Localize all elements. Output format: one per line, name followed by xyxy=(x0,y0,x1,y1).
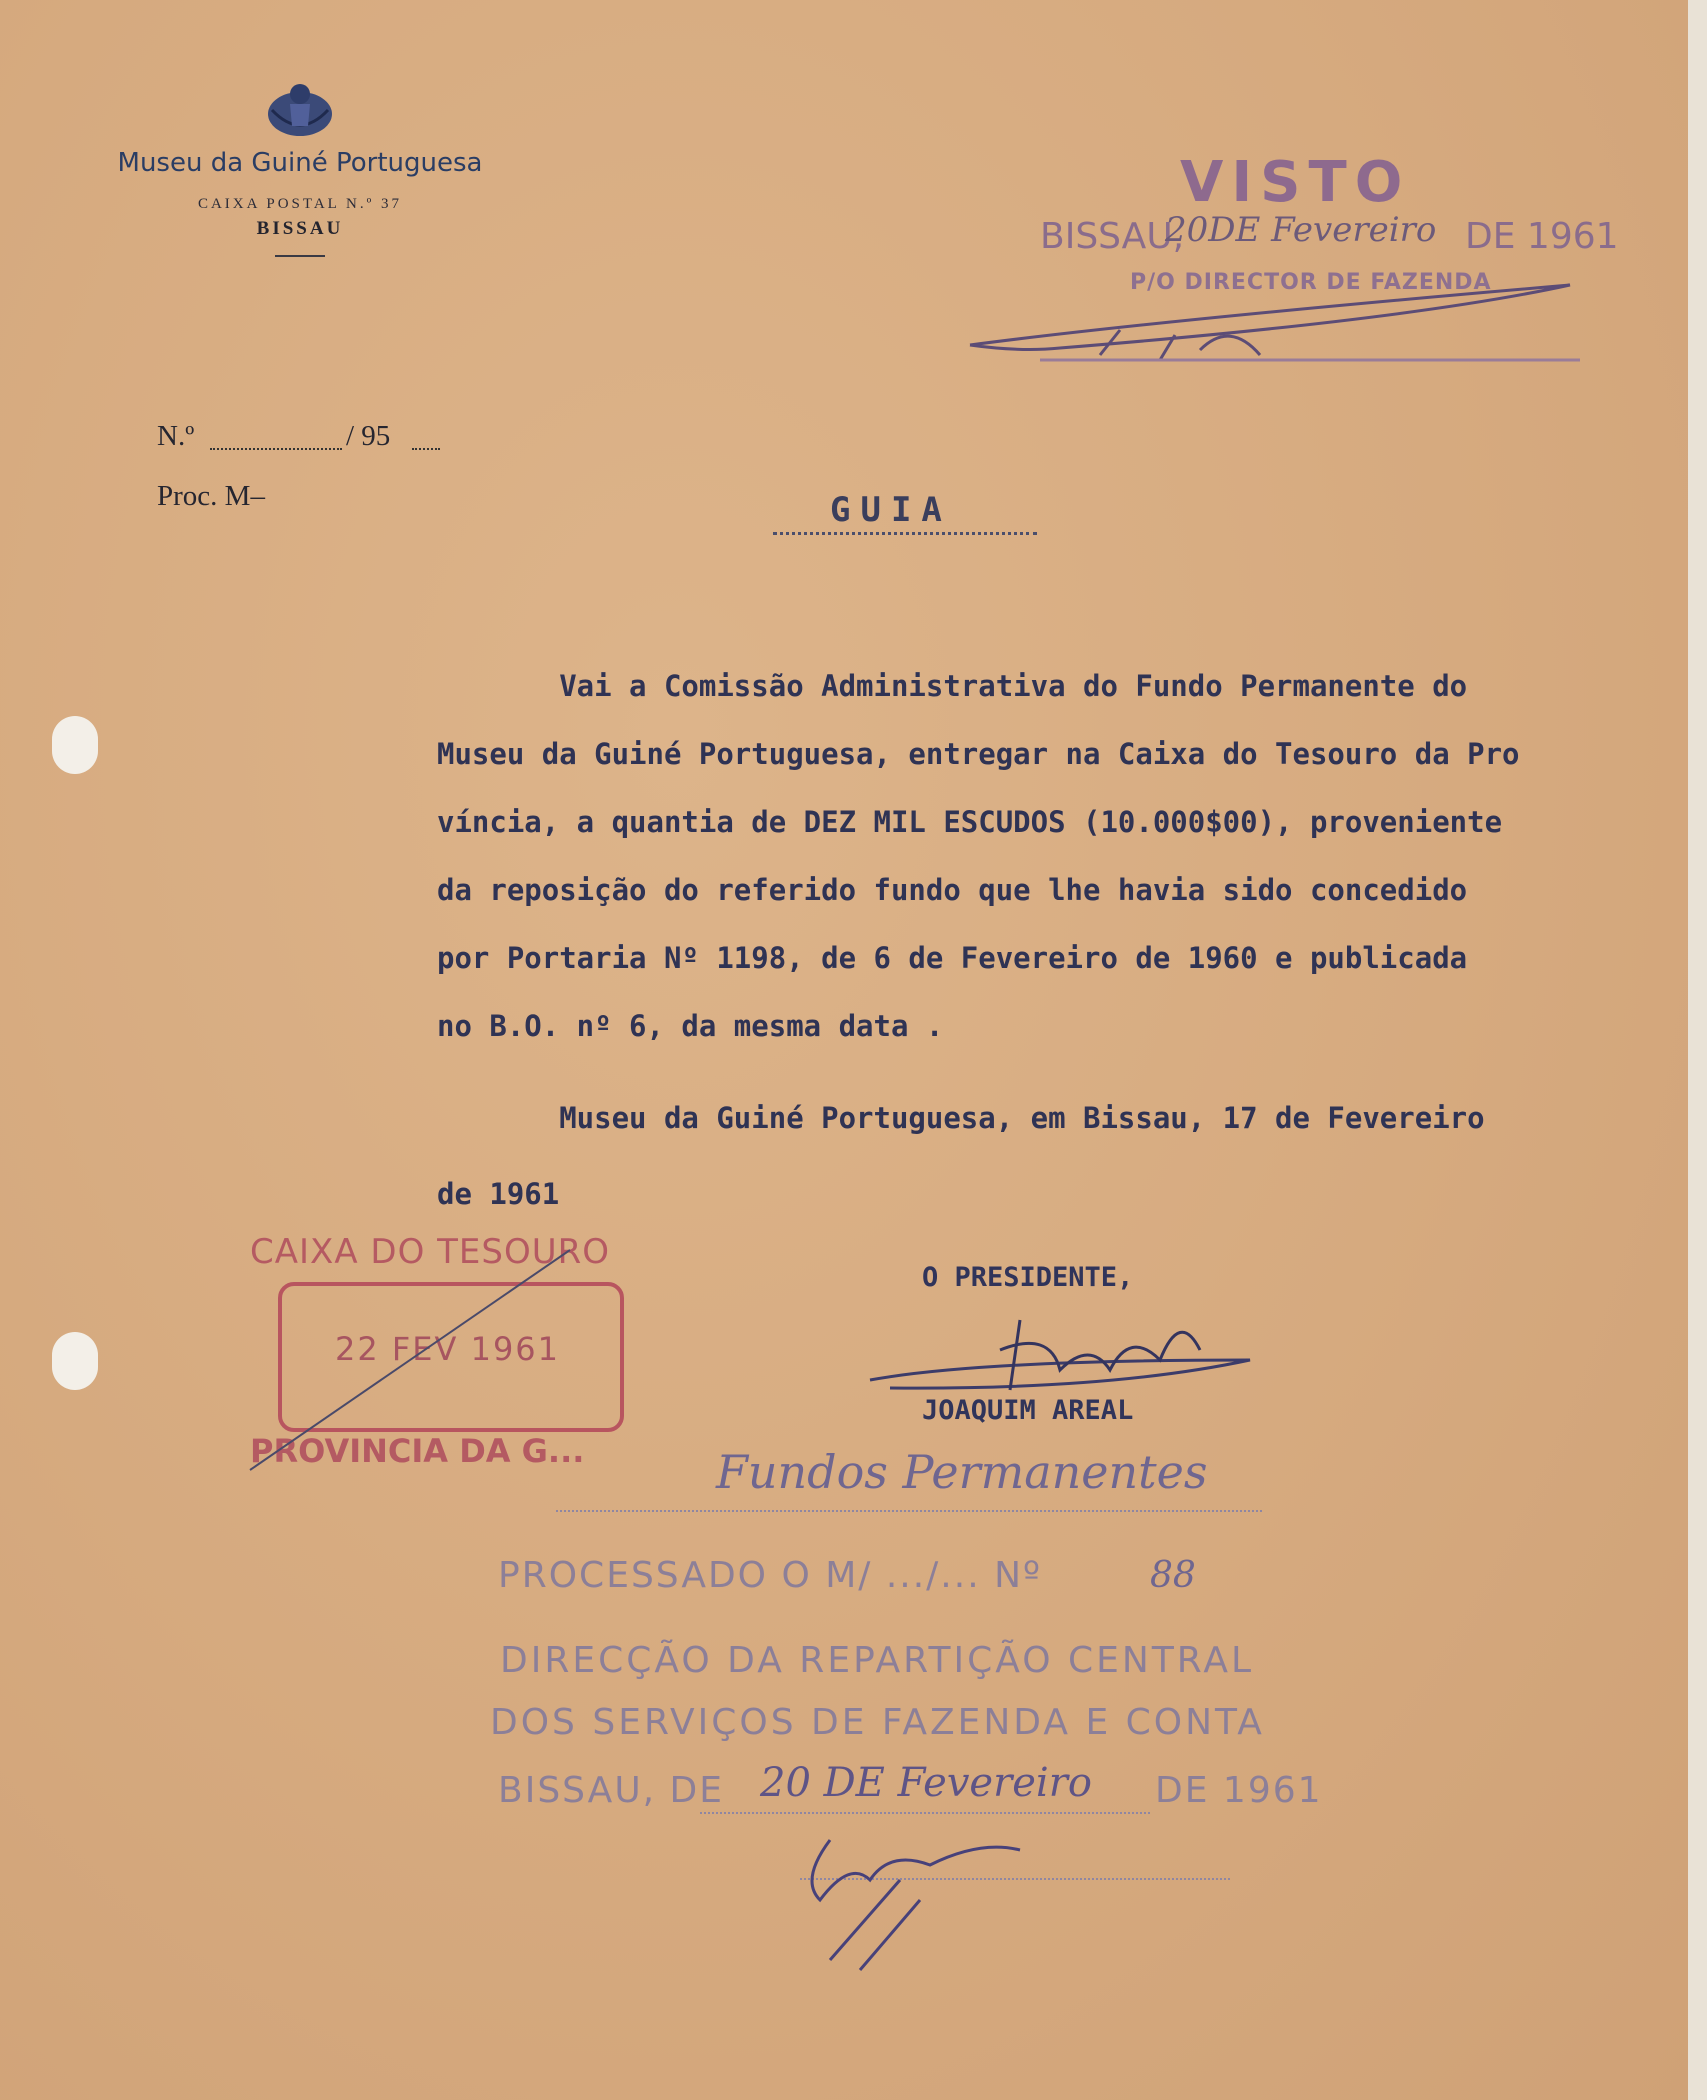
treasury-stamp-date: 22 FEV 1961 xyxy=(335,1330,561,1368)
processed-stamp-line: PROCESSADO O M/ .../... Nº xyxy=(498,1555,1042,1596)
visto-stamp-year: DE 1961 xyxy=(1465,216,1619,257)
dotted-fill-line xyxy=(412,448,440,450)
processed-stamp-year: DE 1961 xyxy=(1155,1770,1323,1811)
body-line: víncia, a quantia de DEZ MIL ESCUDOS (10.000$00), proveniente xyxy=(437,805,1503,839)
reference-number-value: / 95 xyxy=(346,420,391,452)
letterhead-rule xyxy=(275,255,325,257)
process-label: Proc. M– xyxy=(157,480,265,512)
processed-stamp-line: DIRECÇÃO DA REPARTIÇÃO CENTRAL xyxy=(500,1640,1255,1681)
coat-of-arms-icon xyxy=(262,80,338,140)
visto-stamp-director: P/O DIRECTOR DE FAZENDA xyxy=(1130,270,1492,295)
body-line: da reposição do referido fundo que lhe havia sido concedido xyxy=(437,873,1468,907)
body-line: Vai a Comissão Administrativa do Fundo Permanente do xyxy=(437,669,1468,703)
title-underline xyxy=(773,532,1037,535)
dateline-line: de 1961 xyxy=(437,1177,560,1211)
document-title: GUIA xyxy=(830,490,952,530)
scan-edge xyxy=(1688,0,1707,2100)
punch-hole xyxy=(52,1332,98,1390)
processed-signature xyxy=(790,1820,1040,1980)
handwritten-signature xyxy=(860,1290,1260,1410)
body-paragraph xyxy=(437,652,1677,1060)
processed-stamp-line: BISSAU, DE xyxy=(498,1770,725,1811)
reference-number-label: N.º xyxy=(157,420,195,452)
dotted-fill-line xyxy=(210,448,342,450)
city-name: BISSAU xyxy=(256,218,344,239)
stamp-cancel-stroke xyxy=(240,1240,580,1480)
signatory-name: JOAQUIM AREAL xyxy=(922,1395,1134,1426)
processed-stamp-line: DOS SERVIÇOS DE FAZENDA E CONTA xyxy=(490,1702,1265,1743)
treasury-stamp-top: CAIXA DO TESOURO xyxy=(250,1232,611,1272)
processed-stamp-date: 20 DE Fevereiro xyxy=(760,1760,1092,1806)
punch-hole xyxy=(52,716,98,774)
visto-signature xyxy=(960,260,1600,380)
dateline-line: Museu da Guiné Portuguesa, em Bissau, 17 de Fevereiro xyxy=(437,1101,1485,1135)
visto-stamp-heading: VISTO xyxy=(1180,150,1411,215)
body-line: no B.O. nº 6, da mesma data . xyxy=(437,1009,944,1043)
dotted-fill-line xyxy=(700,1812,1150,1814)
handwritten-fund-note: Fundos Permanentes xyxy=(716,1445,1208,1499)
treasury-stamp-bottom: PROVINCIA DA G... xyxy=(250,1432,585,1470)
processed-stamp-number: 88 xyxy=(1150,1555,1196,1596)
body-line: por Portaria Nº 1198, de 6 de Fevereiro de 1960 e publicada xyxy=(437,941,1468,975)
dateline xyxy=(437,1080,1677,1232)
body-line: Museu da Guiné Portuguesa, entregar na Caixa do Tesouro da Pro xyxy=(437,737,1520,771)
institution-name: Museu da Guiné Portuguesa xyxy=(117,148,483,178)
signatory-title: O PRESIDENTE, xyxy=(922,1262,1134,1293)
postal-box: CAIXA POSTAL N.º 37 xyxy=(197,196,403,212)
visto-stamp-date: 20DE Fevereiro xyxy=(1165,210,1437,250)
visto-stamp-place: BISSAU, xyxy=(1040,216,1185,257)
dotted-fill-line xyxy=(556,1510,1262,1512)
